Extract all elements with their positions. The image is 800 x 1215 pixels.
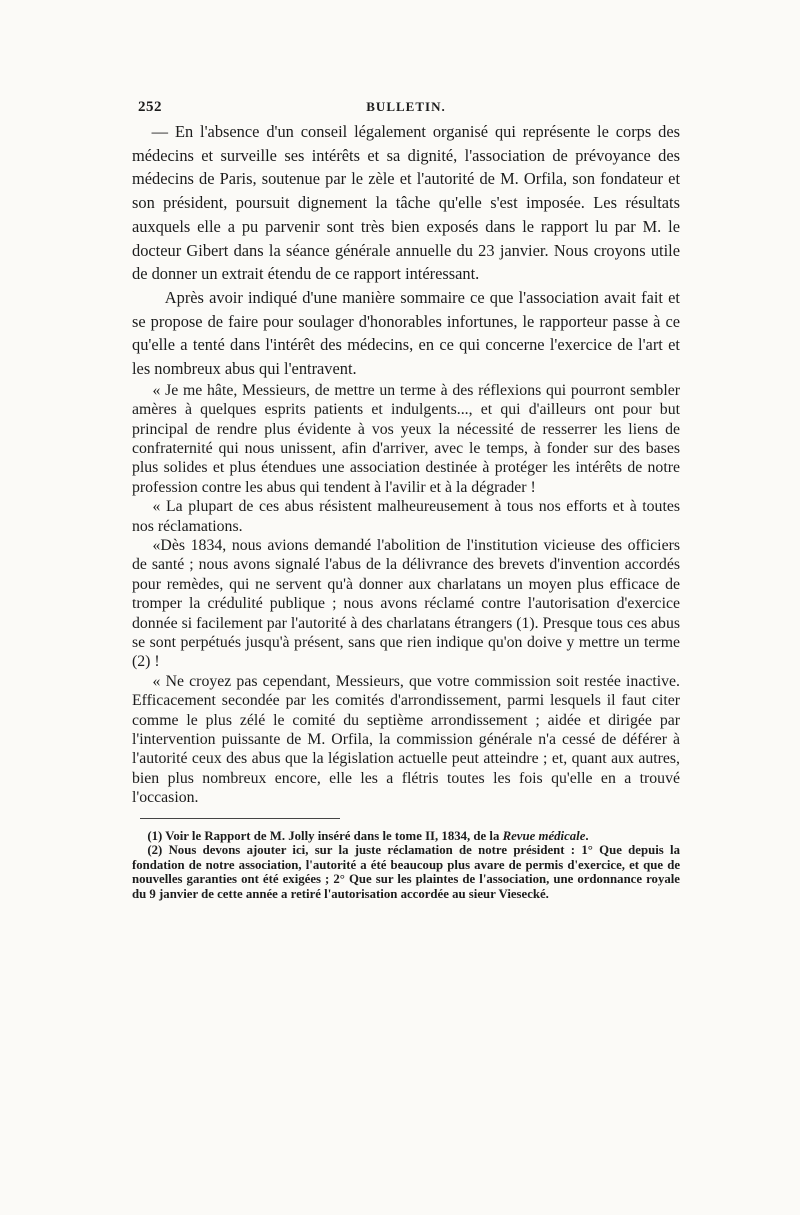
paragraph-intro: — En l'absence d'un conseil légalement organisé qui représente le corps des médecins et surveille ses intérêts et sa dignité, l'association de prévoyance des médecins de Paris, soutenue par le zèle et l'autorité de M. Orfila, son fondateur et son président, poursuit dignement la tâche qu'elle s'est imposée. Les résultats auxquels elle a pu parvenir sont très bien exposés dans le rapport lu par M. le docteur Gibert dans la séance générale annuelle du 23 janvier. Nous croyons utile de donner un extrait étendu de ce rapport intéressant. [132, 122, 680, 284]
footnote-1-journal: Revue médicale [502, 828, 586, 843]
footnote-1 [132, 829, 680, 844]
page-number: 252 [138, 99, 162, 115]
quote-paragraph-3: «Dès 1834, nous avions demandé l'abolition de l'institution vicieuse des officiers de santé ; nous avons signalé l'abus de la délivrance des brevets d'invention accordés pour remèdes, qui ne servent qu'à donner aux charlatans un moyen plus efficace de tromper la crédulité publique ; nous avons réclamé contre l'autorisation d'exercice donnée si facilement par l'autorité à des charlatans étrangers (1). Presque tous ces abus se sont perpétués jusqu'à présent, sans que rien indique qu'on doive y mettre un terme (2) ! [132, 536, 680, 671]
footnote-1-text: (1) Voir le Rapport de M. Jolly inséré dans le tome II, 1834, de la [147, 828, 503, 843]
quote-paragraph-4: « Ne croyez pas cependant, Messieurs, que votre commission soit restée inactive. Efficacement secondée par les comités d'arrondissement, parmi lesquels il faut citer comme le plus zélé le comité du septième arrondissement ; aidée et dirigée par l'intervention puissante de M. Orfila, la commission générale n'a cessé de déférer à l'autorité ceux des abus que la législation actuelle peut atteindre ; et, quant aux autres, bien plus nombreux encore, elle les a flétris toutes les fois qu'elle en a trouvé l'occasion. [132, 672, 680, 807]
quote-paragraph-1: « Je me hâte, Messieurs, de mettre un terme à des réflexions qui pourront sembler amères à quelques esprits patients et indulgents..., et qui d'ailleurs ont pour but principal de rendre plus évidente à vos yeux la nécessité de resserrer les liens de confraternité qui nous unissent, afin d'arriver, avec le temps, à fonder sur des bases plus solides et plus étendues une association destinée à protéger les intérêts de notre profession contre les abus qui tendent à l'avilir et à la dégrader ! [132, 381, 680, 496]
footnote-separator [140, 818, 340, 819]
page-header [132, 96, 680, 120]
article-body [132, 120, 680, 381]
page [132, 96, 680, 902]
running-title: BULLETIN. [366, 99, 446, 114]
footnotes [132, 829, 680, 902]
report-quotation [132, 381, 680, 808]
quote-paragraph-2: « La plupart de ces abus résistent malheureusement à tous nos efforts et à toutes nos réclamations. [132, 498, 680, 535]
footnote-1-end: . [585, 828, 589, 843]
footnote-2: (2) Nous devons ajouter ici, sur la juste réclamation de notre président : 1° Que depuis la fondation de notre association, l'autorité a été beaucoup plus avare de permis d'exercice, et que de nouvelles garanties ont été exigées ; 2° Que sur les plaintes de l'association, une ordonnance royale du 9 janvier de cette année a retiré l'autorisation accordée au sieur Viesecké. [132, 843, 680, 902]
paragraph-summary: Après avoir indiqué d'une manière sommaire ce que l'association avait fait et se propose de faire pour soulager d'honorables infortunes, le rapporteur passe à ce qu'elle a tenté dans l'intérêt des médecins, en ce qui concerne l'exercice de l'art et les nombreux abus qui l'entravent. [132, 287, 680, 379]
